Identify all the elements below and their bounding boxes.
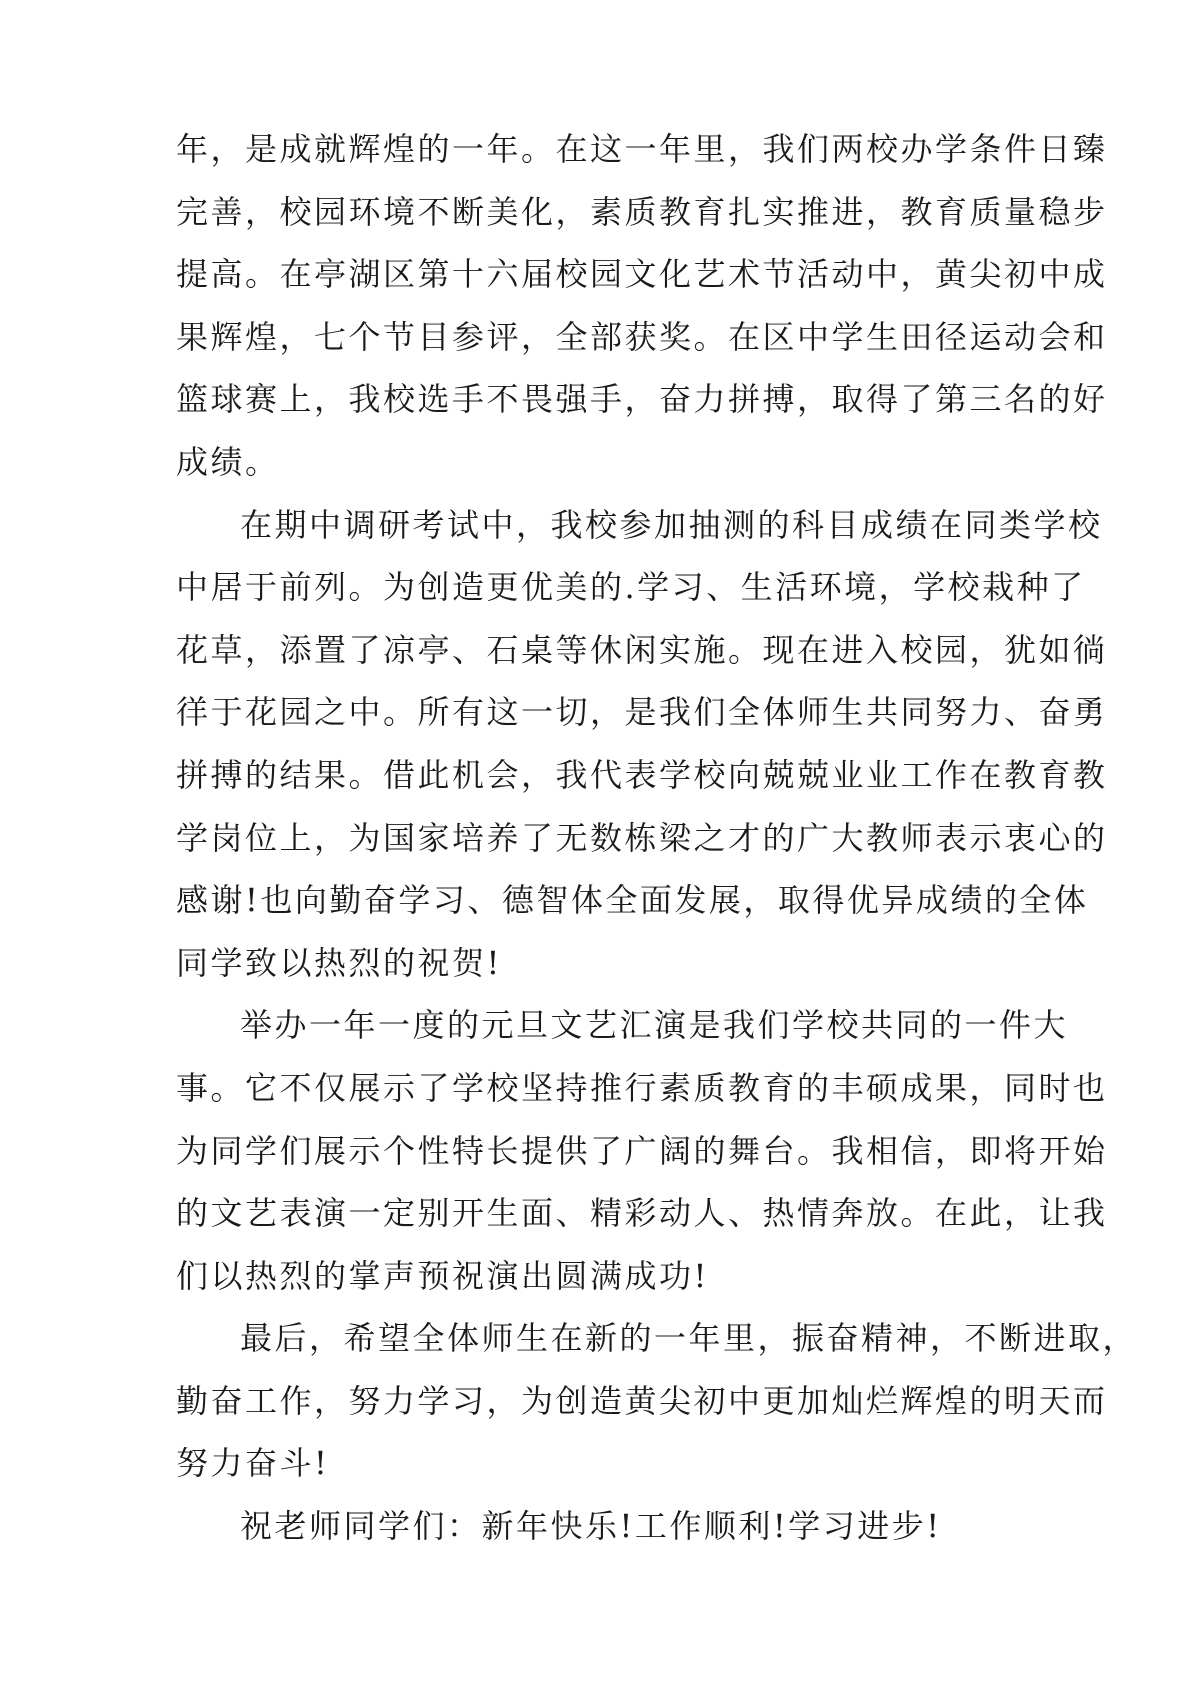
text-line: 拼搏的结果。借此机会，我代表学校向兢兢业业工作在教育教 (176, 755, 1108, 794)
text-line: 成绩。 (176, 442, 280, 481)
paragraph-1 (176, 118, 1108, 494)
text-line: 篮球赛上，我校选手不畏强手，奋力拼搏，取得了第三名的好 (176, 380, 1108, 419)
text-line: 感谢!也向勤奋学习、德智体全面发展，取得优异成绩的全体 (176, 881, 1089, 920)
text-line: 徉于花园之中。所有这一切，是我们全体师生共同努力、奋勇 (176, 693, 1108, 732)
text-line: 为同学们展示个性特长提供了广阔的舞台。我相信，即将开始 (176, 1131, 1108, 1170)
text-line: 在期中调研考试中，我校参加抽测的科目成绩在同类学校 (240, 505, 1103, 544)
paragraph-3 (176, 994, 1108, 1307)
text-line: 举办一年一度的元旦文艺汇演是我们学校共同的一件大 (240, 1006, 1069, 1045)
document-body (176, 118, 1138, 1558)
paragraph-5 (176, 1495, 1036, 1558)
paragraph-4 (176, 1307, 1138, 1495)
paragraph-2 (176, 494, 1108, 995)
text-line: 完善，校园环境不断美化，素质教育扎实推进，教育质量稳步 (176, 192, 1108, 231)
text-line: 努力奋斗! (176, 1444, 330, 1483)
text-line: 们以热烈的掌声预祝演出圆满成功! (176, 1256, 709, 1295)
text-line: 祝老师同学们：新年快乐!工作顺利!学习进步! (240, 1507, 942, 1546)
text-line: 事。它不仅展示了学校坚持推行素质教育的丰硕成果，同时也 (176, 1068, 1108, 1107)
text-line: 勤奋工作，努力学习，为创造黄尖初中更加灿烂辉煌的明天而 (176, 1381, 1108, 1420)
text-line: 同学致以热烈的祝贺! (176, 943, 502, 982)
text-line: 学岗位上，为国家培养了无数栋梁之才的广大教师表示衷心的 (176, 818, 1108, 857)
text-line: 的文艺表演一定别开生面、精彩动人、热情奔放。在此，让我 (176, 1194, 1108, 1233)
text-line: 中居于前列。为创造更优美的.学习、生活环境，学校栽种了 (176, 568, 1086, 607)
text-line: 最后，希望全体师生在新的一年里，振奋精神，不断进取， (240, 1319, 1138, 1358)
text-line: 花草，添置了凉亭、石桌等休闲实施。现在进入校园，犹如徜 (176, 630, 1108, 669)
text-line: 提高。在亭湖区第十六届校园文化艺术节活动中，黄尖初中成 (176, 255, 1108, 294)
text-line: 果辉煌，七个节目参评，全部获奖。在区中学生田径运动会和 (176, 317, 1108, 356)
text-line: 年，是成就辉煌的一年。在这一年里，我们两校办学条件日臻 (176, 130, 1108, 168)
